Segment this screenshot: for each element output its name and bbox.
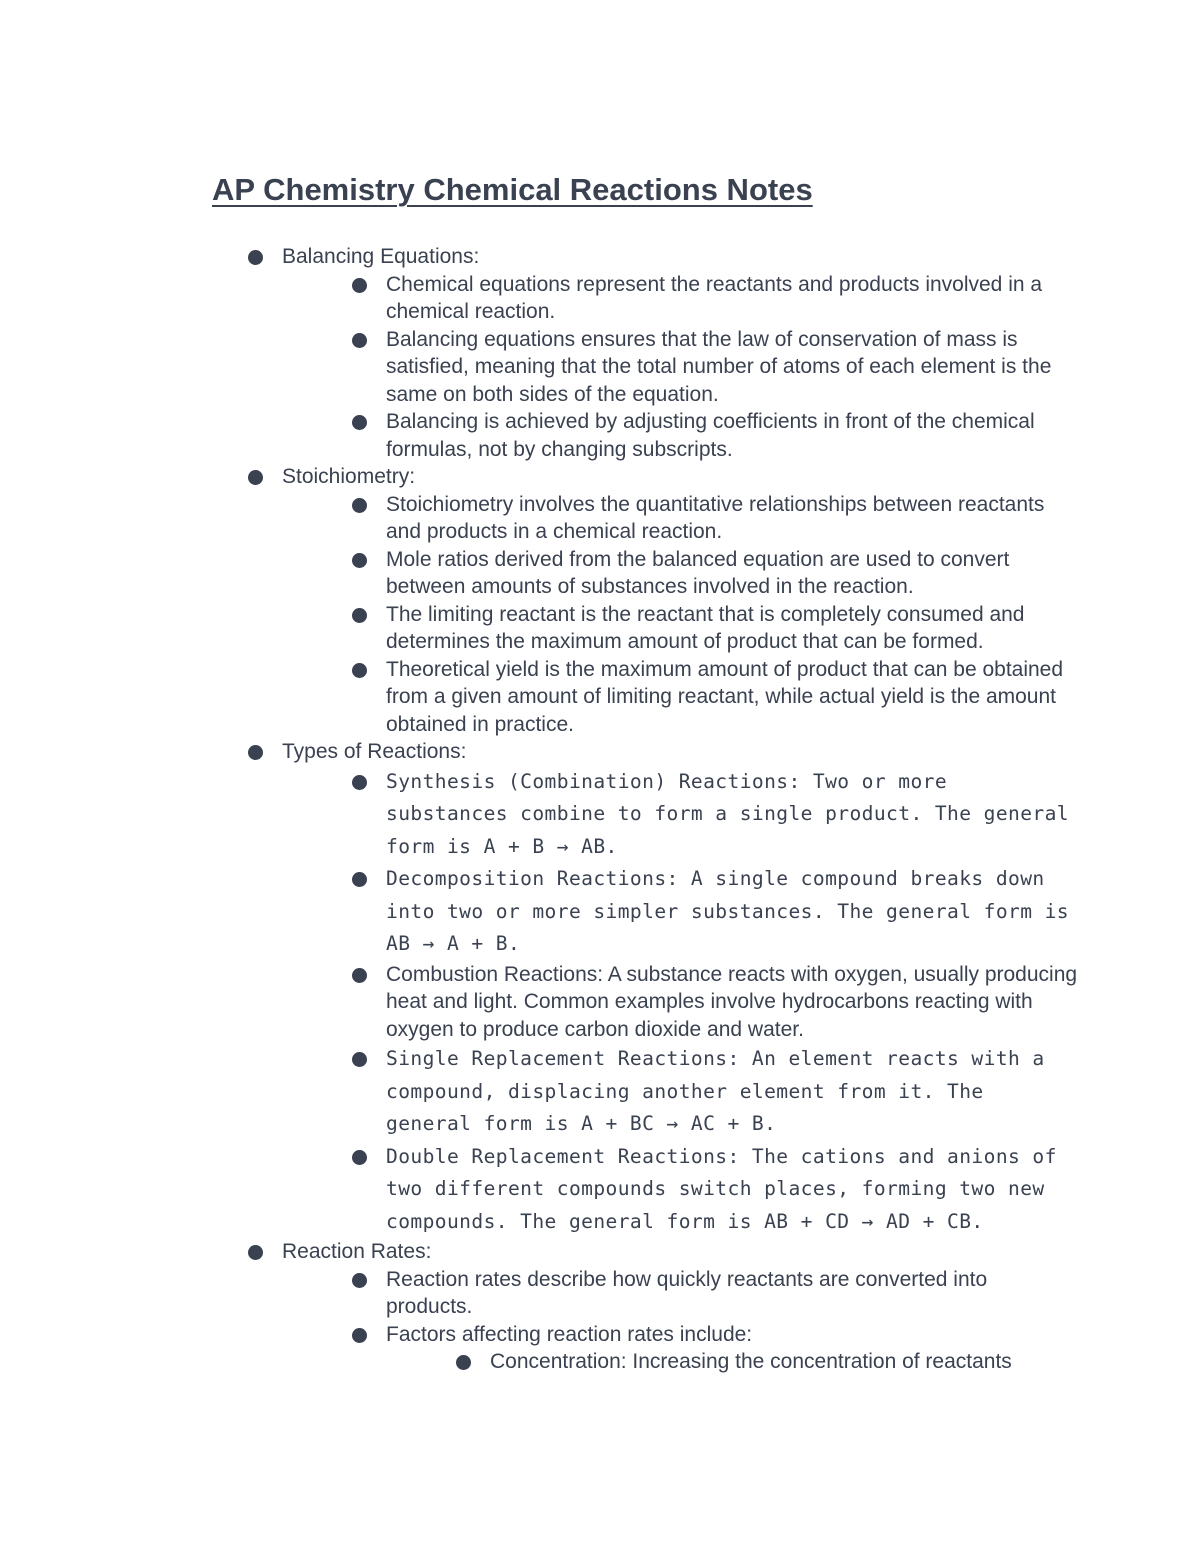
section-heading: Stoichiometry:	[282, 465, 416, 488]
list-item	[352, 1321, 1078, 1376]
bullet-icon	[352, 498, 367, 513]
list-item-text: The limiting reactant is the reactant that is completely consumed and determines the maximum amount of product that can be formed.	[386, 602, 1025, 653]
section-heading: Balancing Equations:	[282, 245, 480, 268]
bullet-icon	[248, 470, 263, 485]
section-items	[282, 766, 1078, 1239]
list-item-text: Balancing is achieved by adjusting coefficients in front of the chemical formulas, not by changing subscripts.	[386, 410, 1035, 461]
list-item-text: Reaction rates describe how quickly reactants are converted into products.	[386, 1267, 988, 1318]
bullet-icon	[352, 775, 367, 790]
bullet-icon	[352, 872, 367, 887]
bullet-icon	[352, 608, 367, 623]
section-balancing-equations	[248, 243, 1078, 463]
bullet-icon	[352, 1052, 367, 1067]
bullet-icon	[352, 1273, 367, 1288]
list-item-text: Single Replacement Reactions: An element reacts with a compound, displacing another element from it. The general form is A + BC → AC + B.	[386, 1047, 1045, 1135]
section-reaction-rates	[248, 1238, 1078, 1376]
list-item	[352, 1266, 1078, 1321]
list-item-text: Mole ratios derived from the balanced equation are used to convert between amounts of substances involved in the reaction.	[386, 547, 1010, 598]
list-item-text: Double Replacement Reactions: The cations and anions of two different compounds switch places, forming two new compounds. The general form is AB + CD → AD + CB.	[386, 1144, 1057, 1233]
bullet-icon	[248, 745, 263, 760]
list-item-text: Theoretical yield is the maximum amount of product that can be obtained from a given amount of limiting reactant, while actual yield is the amount obtained in practice.	[386, 657, 1064, 736]
list-item	[352, 656, 1078, 739]
bullet-icon	[456, 1355, 471, 1370]
sub-items	[386, 1348, 1116, 1376]
list-item-text: Combustion Reactions: A substance reacts with oxygen, usually producing heat and light. Common examples involve hydrocarbons reacting with oxygen to produce carbon dioxide and water.	[386, 962, 1078, 1041]
list-item	[352, 271, 1078, 326]
bullet-icon	[352, 663, 367, 678]
section-items	[282, 271, 1078, 464]
list-item	[352, 546, 1078, 601]
document-title: AP Chemistry Chemical Reactions Notes	[212, 172, 813, 207]
list-item	[352, 1141, 1078, 1239]
bullet-icon	[352, 333, 367, 348]
section-items	[282, 1266, 1078, 1376]
bullet-icon	[248, 250, 263, 265]
bullet-icon	[248, 1245, 263, 1260]
list-item	[352, 766, 1078, 864]
list-item-text: Stoichiometry involves the quantitative relationships between reactants and products in a chemical reaction.	[386, 492, 1045, 543]
section-items	[282, 491, 1078, 739]
list-item	[456, 1348, 1116, 1376]
list-item-text: Factors affecting reaction rates include:	[386, 1322, 753, 1346]
list-item-text: Decomposition Reactions: A single compound breaks down into two or more simpler substances. The general form is AB → A + B.	[386, 867, 1069, 955]
bullet-icon	[352, 1328, 367, 1343]
bullet-icon	[352, 415, 367, 430]
list-item	[352, 408, 1078, 463]
bullet-icon	[352, 968, 367, 983]
list-item	[352, 1043, 1078, 1141]
section-types-of-reactions	[248, 738, 1078, 1238]
notes-outline	[248, 243, 1078, 1376]
section-heading: Types of Reactions:	[282, 740, 467, 763]
list-item	[352, 326, 1078, 409]
list-item-text: Concentration: Increasing the concentration of reactants	[490, 1350, 1012, 1373]
list-item	[352, 601, 1078, 656]
list-item-text: Chemical equations represent the reactants and products involved in a chemical reaction.	[386, 272, 1043, 323]
list-item-text: Synthesis (Combination) Reactions: Two or more substances combine to form a single product. The general form is A + B → AB.	[386, 769, 1069, 858]
list-item	[352, 961, 1078, 1044]
section-heading: Reaction Rates:	[282, 1240, 432, 1263]
list-item	[352, 491, 1078, 546]
section-stoichiometry	[248, 463, 1078, 738]
bullet-icon	[352, 553, 367, 568]
bullet-icon	[352, 278, 367, 293]
bullet-icon	[352, 1150, 367, 1165]
list-item	[352, 863, 1078, 961]
list-item-text: Balancing equations ensures that the law of conservation of mass is satisfied, meaning that the total number of atoms of each element is the same on both sides of the equation.	[386, 327, 1052, 406]
